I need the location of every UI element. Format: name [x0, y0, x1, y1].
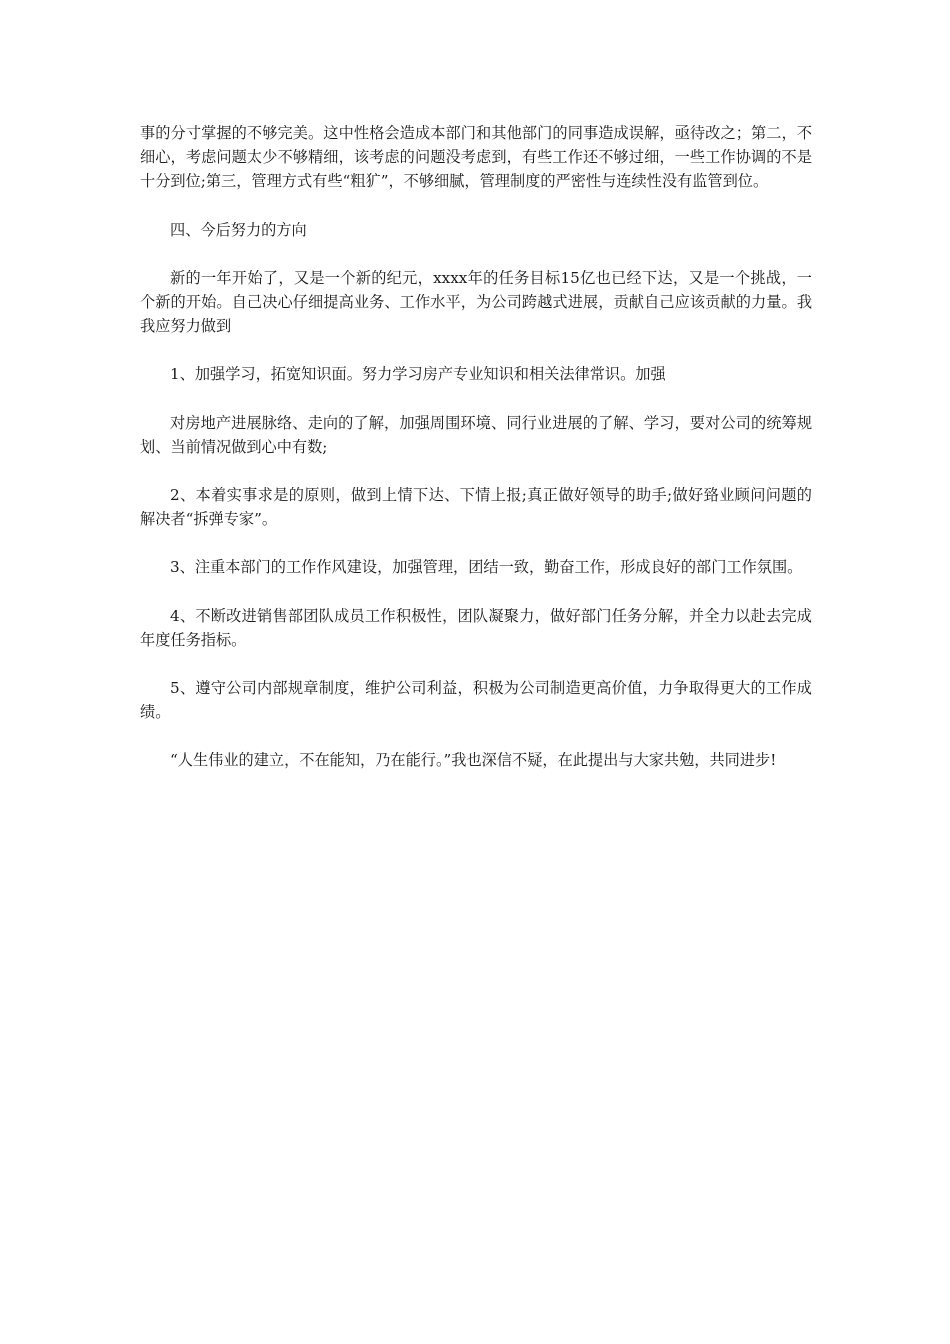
list-item-1-study: 1、加强学习，拓宽知识面。努力学习房产专业知识和相关法律常识。加强	[170, 365, 666, 384]
document-body	[140, 121, 812, 797]
list-item-4-team: 4、不断改进销售部团队成员工作积极性，团队凝聚力，做好部门任务分解，并全力以赴去完成年度任务指标。	[140, 606, 812, 649]
section-heading-future-direction: 四、今后努力的方向	[170, 220, 307, 239]
paragraph-new-year-goal: 新的一年开始了，又是一个新的纪元，xxxx年的任务目标15亿也已经下达，又是一个挑战，一个新的开始。自己决心仔细提高业务、工作水平，为公司跨越式进展，贡献自己应该贡献的力量。我我应努力做到	[140, 268, 812, 336]
paragraph-market-understanding: 对房地产进展脉络、走向的了解，加强周围环境、同行业进展的了解、学习，要对公司的统筹规划、当前情况做到心中有数;	[140, 413, 812, 456]
paragraph-shortcomings: 事的分寸掌握的不够完美。这中性格会造成本部门和其他部门的同事造成误解，亟待改之；第二，不细心，考虑问题太少不够精细，该考虑的问题没考虑到，有些工作还不够过细，一些工作协调的不是十分到位;第三，管理方式有些“粗犷”，不够细腻，管理制度的严密性与连续性没有监管到位。	[140, 124, 812, 191]
list-item-5-rules: 5、遵守公司内部规章制度，维护公司利益，积极为公司制造更高价值，力争取得更大的工作成绩。	[140, 679, 812, 722]
closing-quote-paragraph: “人生伟业的建立，不在能知，乃在能行。”我也深信不疑，在此提出与大家共勉，共同进步!	[170, 751, 777, 770]
list-item-2-principles: 2、本着实事求是的原则，做到上情下达、下情上报;真正做好领导的助手;做好臵业顾问问题的解决者“拆弹专家”。	[140, 486, 812, 529]
list-item-3-work-style: 3、注重本部门的工作作风建设，加强管理，团结一致，勤奋工作，形成良好的部门工作氛围。	[170, 558, 803, 577]
